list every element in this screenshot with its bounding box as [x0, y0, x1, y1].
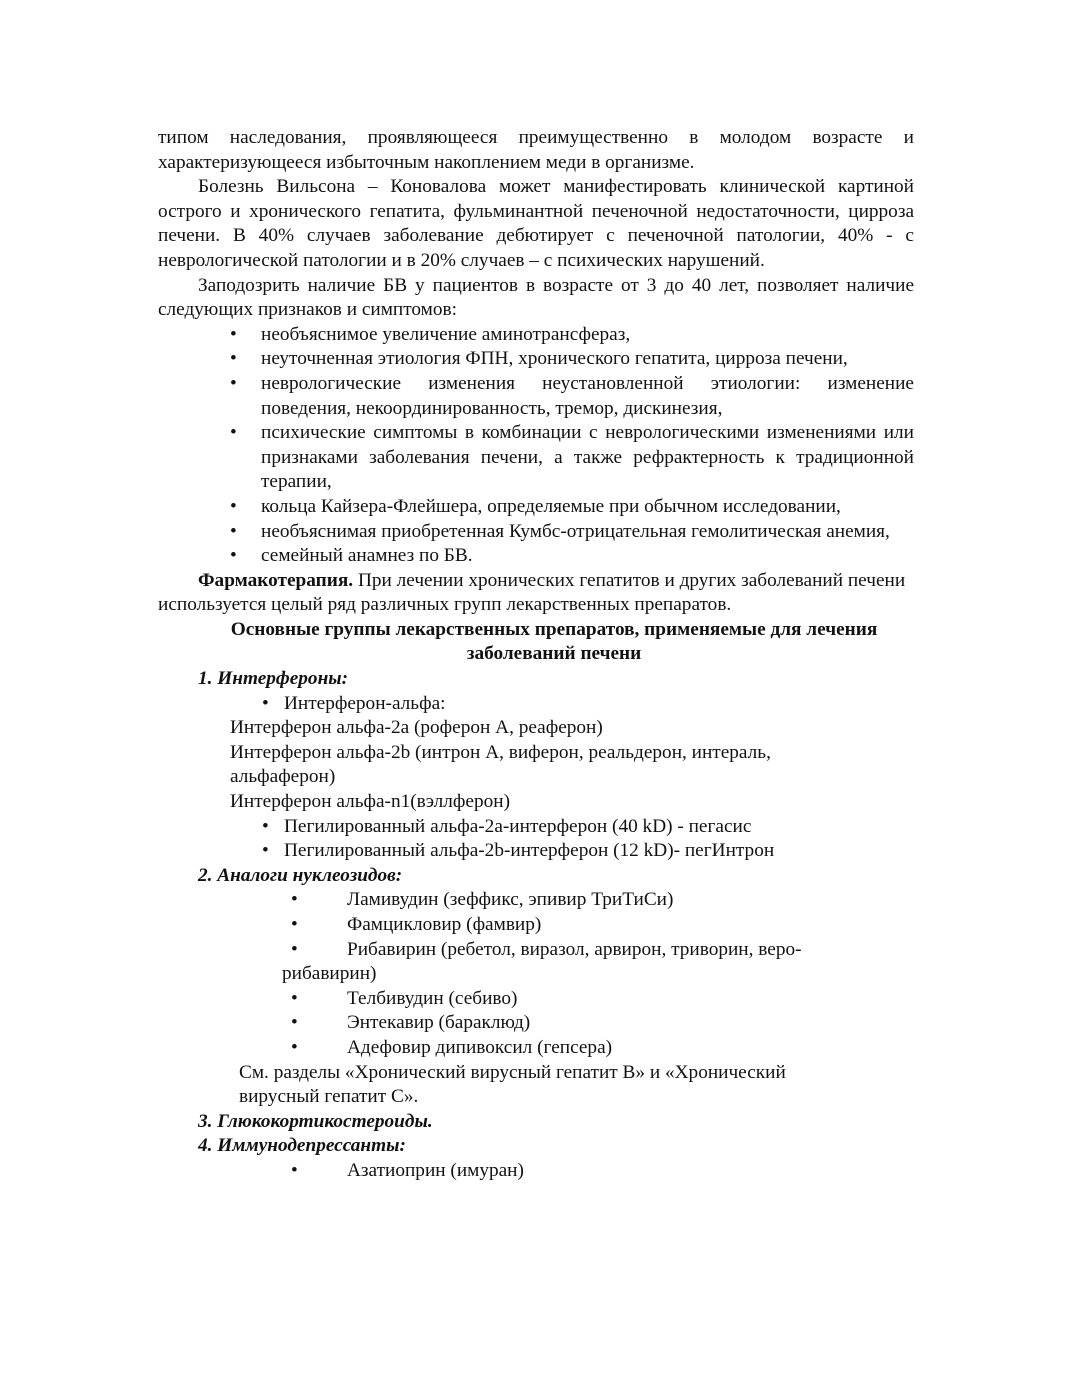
bullet-dot: • [291, 1012, 298, 1034]
nucleoside-item [158, 938, 914, 963]
nucleoside-item [158, 888, 914, 913]
symptom-list [158, 323, 914, 569]
pharmacotherapy-text: При лечении хронических гепатитов и других заболеваний печени используется целый ряд различных групп лекарственных препаратов. [158, 569, 906, 616]
nucleoside-item [158, 913, 914, 938]
immunosuppressant-label: Азатиоприн (имуран) [347, 1159, 524, 1181]
bullet-dot: • [262, 692, 269, 714]
pharmacotherapy-paragraph [158, 569, 914, 618]
bullet-dot: • [291, 987, 298, 1009]
pharmacotherapy-label: Фармакотерапия. [198, 569, 354, 591]
bullet-dot: • [262, 815, 269, 837]
nucleoside-label: Энтекавир (бараклюд) [347, 1012, 531, 1034]
symptom-item: • неуточненная этиология ФПН, хронического гепатита, цирроза печени, [158, 347, 914, 372]
peg-interferon-label: Пегилированный альфа-2b-интерферон (12 kD)- пегИнтрон [284, 840, 775, 862]
symptom-item: • кольца Кайзера-Флейшера, определяемые при обычном исследовании, [158, 495, 914, 520]
bullet-dot: • [291, 1159, 298, 1181]
symptom-item: • неврологические изменения неустановленной этиологии: изменение поведения, некоординированность, тремор, дискинезия, [158, 372, 914, 421]
bullet-dot: • [291, 889, 298, 911]
nucleoside-label: Ламивудин (зеффикс, эпивир ТриТиСи) [347, 889, 674, 911]
symptom-item: • психические симптомы в комбинации с неврологическими изменениями или признаками заболевания печени, а также рефрактерность к традиционной терапии, [158, 421, 914, 495]
symptom-item: • семейный анамнез по БВ. [158, 544, 914, 569]
nucleoside-label: Телбивудин (себиво) [347, 987, 518, 1009]
bullet-dot: • [291, 914, 298, 935]
interferon-line: Интерферон альфа-n1(вэллферон) [230, 791, 511, 813]
intro-paragraph-2: Болезнь Вильсона – Коновалова может манифестировать клинической картиной острого и хронического гепатита, фульминантной печеночной недостаточности, цирроза печени. В 40% случаев заболевание дебютирует с печеночной патологии, 40% - с неврологической патологии и в 20% случаев – с психических нарушений. [158, 176, 914, 271]
see-also-note [158, 1061, 914, 1110]
interferon-alpha-item [158, 692, 914, 717]
intro-paragraph-3: Заподозрить наличие БВ у пациентов в возрасте от 3 до 40 лет, позволяет наличие следующих признаков и симптомов: [158, 274, 914, 321]
peg-interferon-item [158, 815, 914, 840]
section-title: Основные группы лекарственных препаратов, применяемые для лечения заболеваний печени [230, 618, 878, 665]
bullet-dot: • [291, 938, 298, 960]
nucleoside-label: Рибавирин (ребетол, виразол, арвирон, триворин, веро- [347, 938, 802, 960]
peg-interferon-label: Пегилированный альфа-2а-интерферон (40 kD) - пегасис [284, 815, 752, 837]
nucleoside-item [158, 987, 914, 1012]
group-2-title: 2. Аналоги нуклеозидов: [198, 864, 403, 886]
bullet-dot: • [291, 1036, 298, 1058]
interferon-alpha-label: Интерферон-альфа: [284, 692, 446, 714]
group-1-title: 1. Интерфероны: [198, 668, 349, 690]
nucleoside-item [158, 1011, 914, 1036]
nucleoside-item [158, 1036, 914, 1061]
nucleoside-item-continuation: рибавирин) [282, 963, 377, 985]
group-4-title: 4. Иммунодепрессанты: [198, 1135, 406, 1157]
interferon-line: Интерферон альфа-2b (интрон А, виферон, реальдерон, интераль, альфаферон) [230, 741, 771, 788]
page-content [158, 126, 914, 1184]
see-also-text: См. разделы «Хронический вирусный гепатит В» и «Хронический вирусный гепатит С». [239, 1061, 786, 1108]
group-3-title: 3. Глюкокортикостероиды. [198, 1110, 433, 1132]
symptom-item: • необъяснимая приобретенная Кумбс-отрицательная гемолитическая анемия, [158, 520, 914, 545]
nucleoside-label: Фамцикловир (фамвир) [347, 914, 542, 935]
symptom-item: • необъяснимое увеличение аминотрансфераз, [158, 323, 914, 348]
bullet-dot: • [262, 840, 269, 862]
nucleoside-label: Адефовир дипивоксил (гепсера) [347, 1036, 613, 1058]
peg-interferon-item [158, 839, 914, 864]
interferon-line: Интерферон альфа-2а (роферон А, реаферон) [230, 717, 603, 739]
immunosuppressant-item [158, 1159, 914, 1184]
intro-paragraph-1: типом наследования, проявляющееся преимущественно в молодом возрасте и характеризующееся избыточным накоплением меди в организме. [158, 127, 914, 173]
